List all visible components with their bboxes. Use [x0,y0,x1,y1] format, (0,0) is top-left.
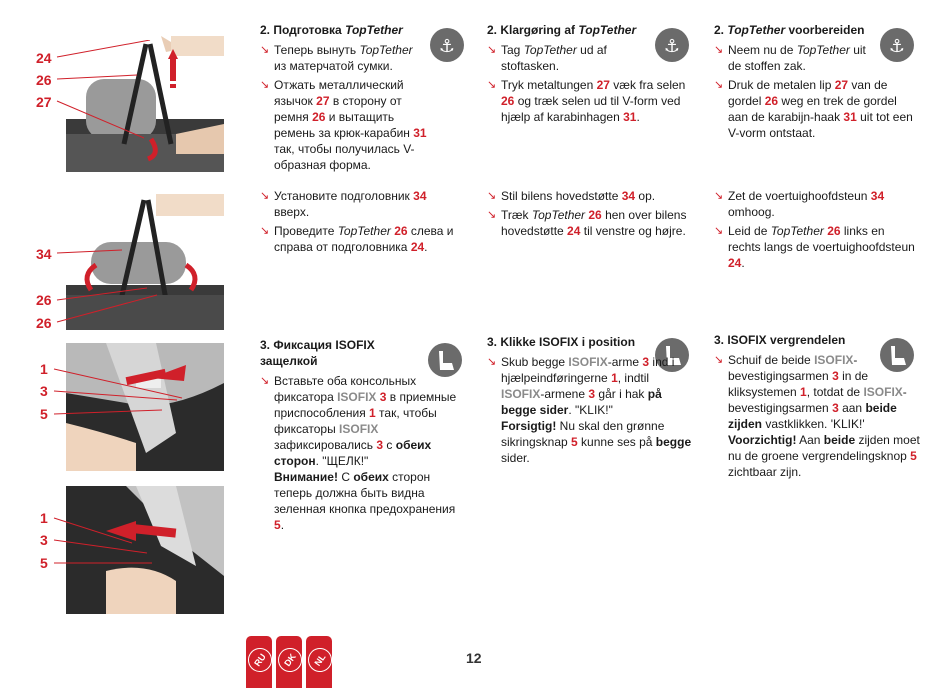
ru-step-vshape: ↘ Отжать металлический язычок 27 в сторону от ремня 26 и вытащить ремень за крюк-карабин 31 так, чтобы получилась V-образная форма. [260,78,427,172]
dk-step-guide-tether: ↘ Træk TopTether 26 hen over bilens hovedstøtte 24 til venstre og højre. [487,208,687,238]
callout-1b: 1 [40,510,48,526]
nl-step-remove: ↘ Neem nu de TopTether uit de stoffen zak. [714,43,866,73]
callout-26b: 26 [36,292,52,308]
callout-5b: 5 [40,555,48,571]
dk-toptether-title: 2. Klargøring af TopTether [487,23,637,37]
dk-section-toptether [487,22,687,128]
nl-step-vshape: ↘ Druk de metalen lip 27 van de gordel 26 weg en trek de gordel aan de karabijn-haak 31 uit tot een V-vorm ontstaat. [714,78,913,140]
dk-section-isofix [487,334,692,469]
callout-3b: 3 [40,532,48,548]
nl-section-isofix [714,332,924,483]
callout-27: 27 [36,94,52,110]
dk-step-remove: ↘ Tag TopTether ud af stoftasken. [487,43,607,73]
callout-3a: 3 [40,383,48,399]
nl-section-toptether [714,22,919,144]
dk-step-headrest-up: ↘ Stil bilens hovedstøtte 34 op. [487,189,656,203]
callout-leader-lines-4 [52,515,172,575]
dk-isofix-title: 3. Klikke ISOFIX i position [487,335,636,349]
nl-step-headrest-up: ↘ Zet de voertuighoofdsteun 34 omhoog. [714,189,885,219]
ru-toptether-title: 2. Подготовка TopTether [260,23,403,37]
ru-section-isofix [260,337,458,536]
anchor-seat-icon [430,28,464,62]
nl-toptether-title: 2. TopTether voorbereiden [714,23,865,37]
callout-24: 24 [36,50,52,66]
svg-text:⚓: ⚓ [888,36,906,57]
dk-step-vshape: ↘ Tryk metaltungen 27 væk fra selen 26 og træk selen ud til V-form ved hjælp af karabinhagen 31. [487,78,686,124]
svg-text:⚓: ⚓ [438,36,456,57]
callout-leader-lines-1 [52,40,162,140]
callout-leader-lines-3 [52,360,192,420]
dk-step-isofix: ↘ Skub begge ISOFIX-arme 3 ind i hjælpeindføringerne 1, indtil ISOFIX-armene 3 går i hak på begge sider. "KLIK!" Forsigtig! Nu skal den grønne sikringsknap 5 kunne ses på begge sider. [487,355,692,465]
ru-step-guide-tether: ↘ Проведите TopTether 26 слева и справа от подголовника 24. [260,224,454,254]
nl-step-guide-tether: ↘ Leid de TopTether 26 links en rechts langs de voertuighoofdsteun 24. [714,224,915,270]
nl-section-headrest [714,188,919,274]
svg-text:⚓: ⚓ [663,36,681,57]
ru-step-headrest-up: ↘ Установите подголовник 34 вверх. [260,189,427,219]
ru-step-remove: ↘ Теперь вынуть TopTether из матерчатой сумки. [260,43,413,73]
language-tab-nl: NL [306,636,332,688]
ru-isofix-title: 3. Фиксация ISOFIX защелкой [260,338,375,368]
ru-section-toptether [260,22,428,176]
ru-step-isofix: ↘ Вставьте оба консольных фиксатора ISOFIX 3 в приемные приспособления 1 так, чтобы фиксаторы ISOFIX зафиксировались 3 с обеих сторон. "ЩЕЛК!" Внимание! С обеих сторон теперь должна быть видна зеленная кнопка предохранения 5. [260,374,457,532]
language-tab-dk: DK [276,636,302,688]
callout-5a: 5 [40,406,48,422]
dk-section-headrest [487,188,692,242]
page-number: 12 [466,650,482,666]
callout-26c: 26 [36,315,52,331]
callout-leader-lines-2 [52,240,182,330]
callout-26: 26 [36,72,52,88]
callout-1a: 1 [40,361,48,377]
nl-step-isofix: ↘ Schuif de beide ISOFIX-bevestigingsarmen 3 in de kliksystemen 1, totdat de ISOFIX-bevestigingsarmen 3 aan beide zijden vastklikken. 'KLIK!' Voorzichtig! Aan beide zijden moet nu de groene vergrendelingsknop 5 zichtbaar zijn. [714,353,920,479]
callout-34: 34 [36,246,52,262]
ru-section-headrest [260,188,460,258]
nl-isofix-title: 3. ISOFIX vergrendelen [714,333,846,347]
language-tab-ru: RU [246,636,272,688]
